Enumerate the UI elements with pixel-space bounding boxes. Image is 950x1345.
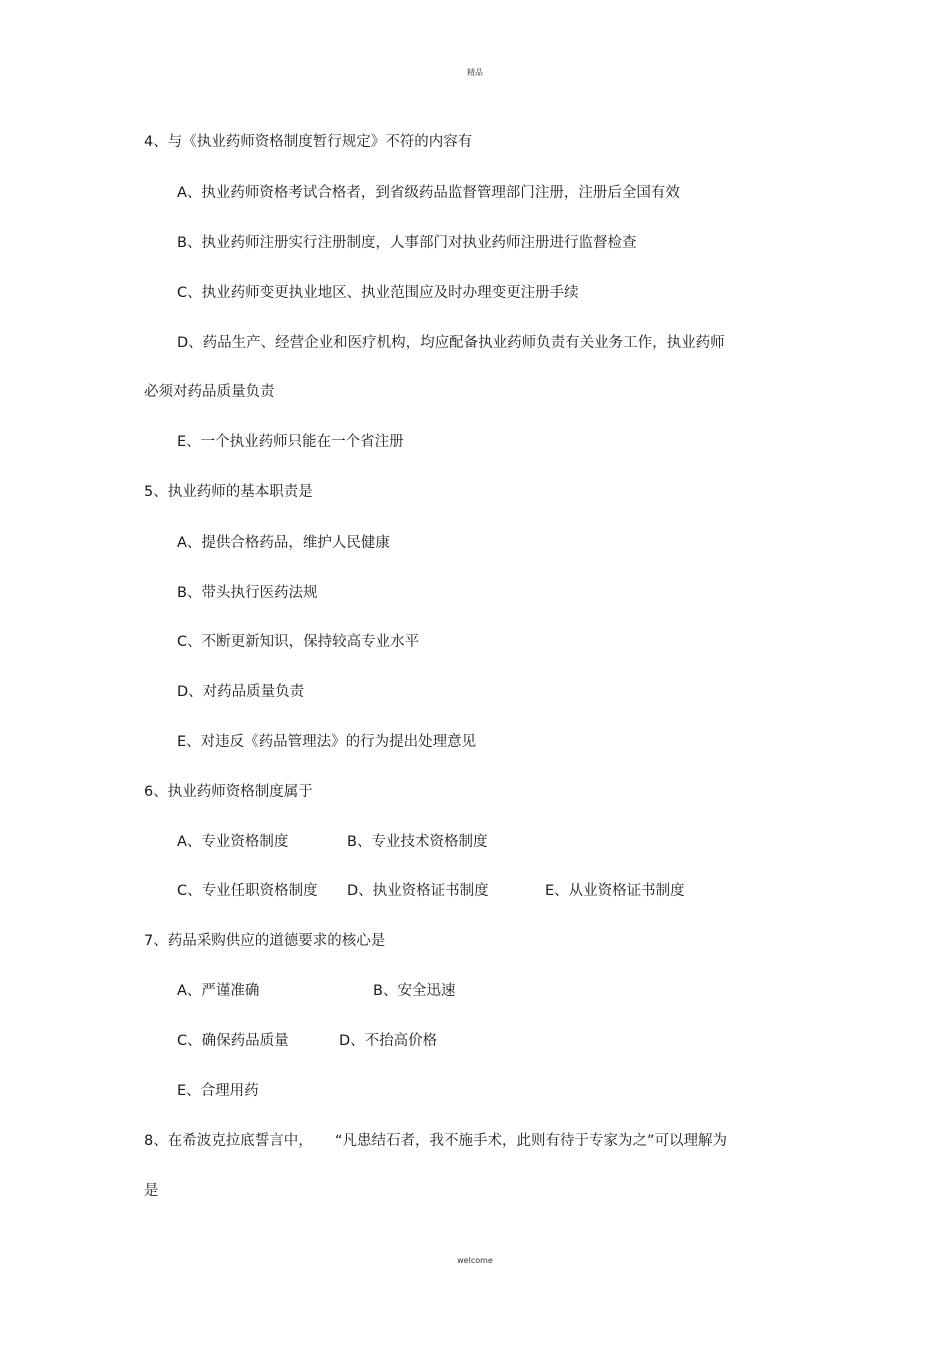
question-6-stem: 6、执业药师资格制度属于 (144, 784, 313, 800)
question-7-option-a: A、严谨准确 (177, 983, 260, 999)
question-7-option-c: C、确保药品质量 (177, 1033, 289, 1049)
question-4-option-a: A、执业药师资格考试合格者，到省级药品监督管理部门注册，注册后全国有效 (177, 185, 680, 201)
question-7-option-d: D、不抬高价格 (339, 1033, 438, 1049)
question-8-stem-continued: 是 (144, 1183, 159, 1199)
question-5-option-d: D、对药品质量负责 (177, 684, 305, 700)
question-5-option-e: E、对违反《药品管理法》的行为提出处理意见 (177, 734, 477, 750)
question-6-option-a: A、专业资格制度 (177, 834, 289, 850)
page-footer: welcome (457, 1256, 493, 1265)
question-5-option-a: A、提供合格药品，维护人民健康 (177, 535, 390, 551)
page-header: 精品 (467, 68, 483, 77)
question-4-option-e: E、一个执业药师只能在一个省注册 (177, 434, 404, 450)
question-4-option-d-continued: 必须对药品质量负责 (144, 384, 275, 400)
question-5-option-b: B、带头执行医药法规 (177, 585, 318, 601)
question-4-option-d: D、药品生产、经营企业和医疗机构，均应配备执业药师负责有关业务工作，执业药师 (177, 335, 725, 351)
question-5-stem: 5、执业药师的基本职责是 (144, 484, 313, 500)
question-6-option-c: C、专业任职资格制度 (177, 883, 318, 899)
question-4-option-c: C、执业药师变更执业地区、执业范围应及时办理变更注册手续 (177, 285, 579, 301)
question-5-option-c: C、不断更新知识，保持较高专业水平 (177, 634, 420, 650)
question-8-stem: 8、在希波克拉底誓言中， (144, 1133, 313, 1149)
question-8-stem-quote: “凡患结石者，我不施手术，此则有待于专家为之”可以理解为 (335, 1133, 728, 1149)
question-7-option-b: B、安全迅速 (373, 983, 456, 999)
question-4-option-b: B、执业药师注册实行注册制度，人事部门对执业药师注册进行监督检查 (177, 235, 637, 251)
question-6-option-d: D、执业资格证书制度 (347, 883, 489, 899)
question-7-stem: 7、药品采购供应的道德要求的核心是 (144, 933, 386, 949)
question-4-stem: 4、与《执业药师资格制度暂行规定》不符的内容有 (144, 134, 473, 150)
question-6-option-e: E、从业资格证书制度 (545, 883, 685, 899)
question-6-option-b: B、专业技术资格制度 (347, 834, 488, 850)
question-7-option-e: E、合理用药 (177, 1083, 259, 1099)
